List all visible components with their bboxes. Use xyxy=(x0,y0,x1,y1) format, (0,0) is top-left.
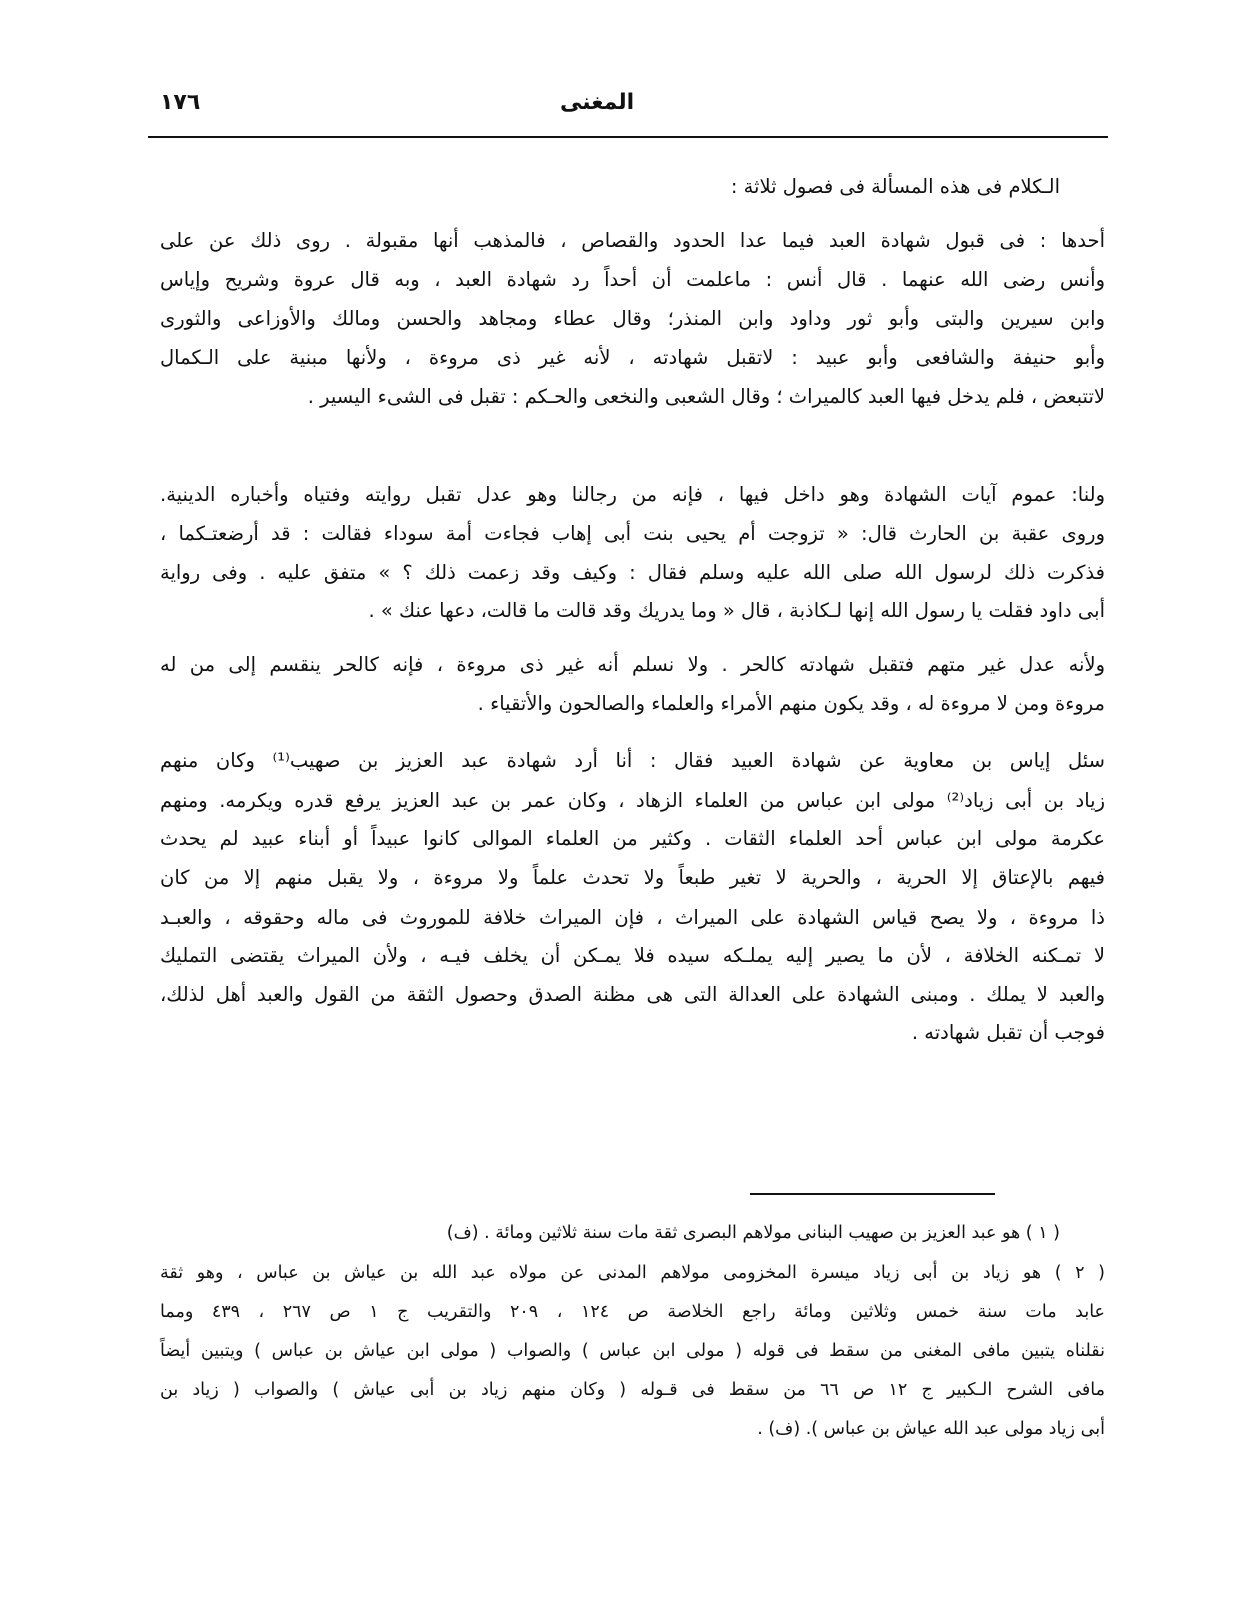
text-line: لاتتبعض ، فلم يدخل فيها العبد كالميراث ؛ وقال الشعبى والنخعى والحـكم : تقبل فى الشىء اليسير . xyxy=(307,385,1105,408)
footnote-line: نقلناه يتبين مافى المغنى من سقط فى قوله ( مولى ابن عباس ) والصواب ( مولى ابن عياش بن عباس ) ويتبين أيضاً xyxy=(160,1341,1105,1361)
text-line: وأنس رضى الله عنهما . قال أنس : ماعلمت أن أحداً رد شهادة العبد ، وبه قال عروة وشريح وإياس xyxy=(160,268,1105,291)
text-line: ولنا: عموم آيات الشهادة وهو داخل فيها ، فإنه من رجالنا وهو عدل تقبل روايته وفتياه وأخباره الدينية. xyxy=(160,483,1105,506)
text-line: وأبو حنيفة والشافعى وأبو عبيد : لاتقبل شهادته ، لأنه غير ذى مروءة ، ولأنها مبنية على الـكمال xyxy=(160,346,1105,369)
footnote-line: أبى زياد مولى عبد الله عياش بن عباس ). (ف) . xyxy=(757,1419,1105,1439)
page-number: ١٧٦ xyxy=(160,90,201,115)
text-line: أبى داود فقلت يا رسول الله إنها لـكاذبة ، قال « وما يدريك وقد قالت ما قالت، دعها عنك » . xyxy=(368,599,1105,622)
text-line: وروى عقبة بن الحارث قال: « تزوجت أم يحيى بنت أبى إهاب فجاءت أمة سوداء فقالت : قد أرضعتـكما ، xyxy=(160,522,1105,545)
footnote-line: ( ١ ) هو عبد العزيز بن صهيب البنانى مولاهم البصرى ثقة مات سنة ثلاثين ومائة . (ف) xyxy=(446,1223,1060,1243)
footnote-line: ( ٢ ) هو زياد بن أبى زياد ميسرة المخزومى مولاهم المدنى عن مولاه عبد الله بن عياش بن عباس ، وهو ثقة xyxy=(160,1263,1105,1283)
footnote-rule xyxy=(750,1193,995,1195)
text-line: فيهم بالإعتاق إلا الحرية ، والحرية لا تغير طبعاً ولا تحدث علماً ولا مروءة ، ولا يقبل منهم إلا من كان xyxy=(160,866,1105,889)
text-line: مروءة ومن لا مروءة له ، وقد يكون منهم الأمراء والعلماء والصالحون والأتقياء . xyxy=(477,692,1105,715)
text-line: عكرمة مولى ابن عباس أحد العلماء الثقات . وكثير من العلماء الموالى كانوا عبيداً أو أبناء عبيد لم يحدث xyxy=(160,827,1105,850)
intro-line: الـكلام فى هذه المسألة فى فصول ثلاثة : xyxy=(730,175,1060,198)
footnote-line: مافى الشرح الـكبير ج ١٢ ص ٦٦ من سقط فى قـوله ( وكان منهم زياد بن أبى عياش ) والصواب ( زياد بن xyxy=(160,1380,1105,1400)
text-line: لا تمـكنه الخلافة ، لأن ما يصير إليه يملـكه سيده فلا يمـكن أن يخلف فيـه ، ولأن الميراث يقتضى التمليك xyxy=(160,944,1105,967)
footnote-line: عابد مات سنة خمس وثلاثين ومائة راجع الخلاصة ص ١٢٤ ، ٢٠٩ والتقريب ج ١ ص ٢٦٧ ، ٤٣٩ ومما xyxy=(160,1302,1105,1322)
text-line: ذا مروءة ، ولا يصح قياس الشهادة على الميراث ، فإن الميراث خلافة للموروث فى ماله وحقوقه ، والعبـد xyxy=(160,906,1105,929)
text-line: زياد بن أبى زياد⁽²⁾ مولى ابن عباس من العلماء الزهاد ، وكان عمر بن عبد العزيز يرفع قدره ويكرمه. ومنهم xyxy=(160,789,1105,812)
text-line: سئل إياس بن معاوية عن شهادة العبيد فقال : أنا أرد شهادة عبد العزيز بن صهيب⁽¹⁾ وكان منهم xyxy=(160,749,1105,772)
text-line: فذكرت ذلك لرسول الله صلى الله عليه وسلم فقال : وكيف وقد زعمت ذلك ؟ » متفق عليه . وفى رواية xyxy=(160,561,1105,584)
text-line: ولأنه عدل غير متهم فتقبل شهادته كالحر . ولا نسلم أنه غير ذى مروءة ، فإنه كالحر ينقسم إلى من له xyxy=(160,653,1105,676)
running-title: المغنى xyxy=(560,90,635,115)
header-rule xyxy=(148,136,1108,138)
text-line: فوجب أن تقبل شهادته . xyxy=(911,1021,1105,1044)
text-line: وابن سيرين والبتى وأبو ثور وداود وابن المنذر؛ وقال عطاء ومجاهد والحسن ومالك والأوزاعى والثورى xyxy=(160,307,1105,330)
text-line: والعبد لا يملك . ومبنى الشهادة على العدالة التى هى مظنة الصدق وحصول الثقة من القول والعبد أهل لذلك، xyxy=(160,983,1105,1006)
text-line: أحدها : فى قبول شهادة العبد فيما عدا الحدود والقصاص ، فالمذهب أنها مقبولة . روى ذلك عن على xyxy=(160,229,1105,252)
